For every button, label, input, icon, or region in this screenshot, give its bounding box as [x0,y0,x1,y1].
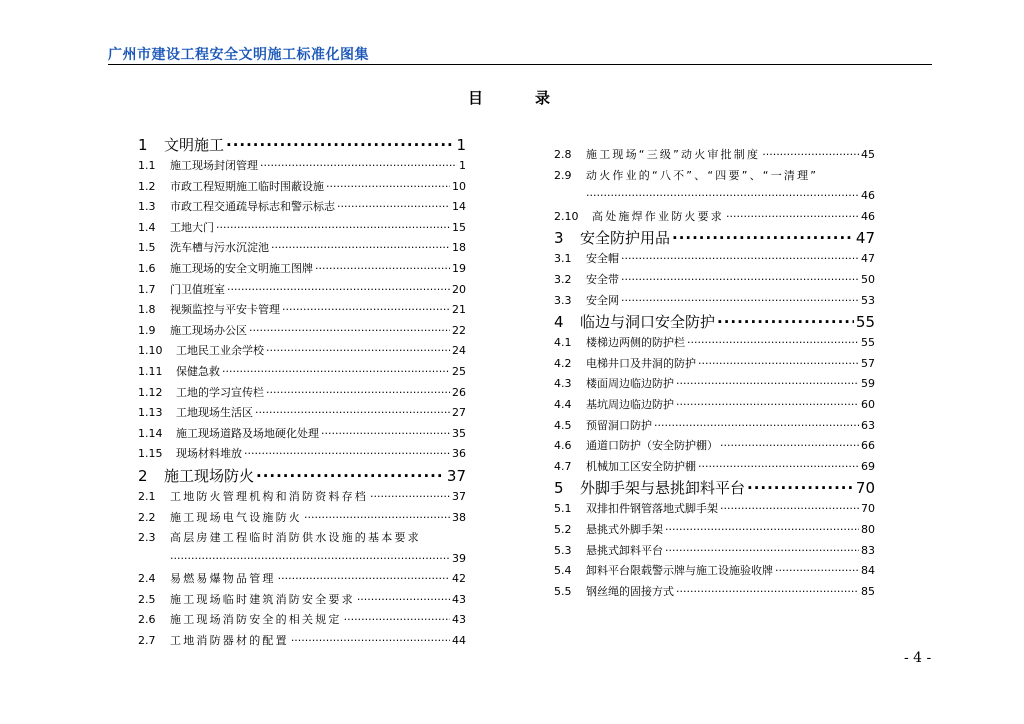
toc-entry-number: 2.10 [554,209,579,223]
toc-entry-page: 22 [452,323,466,337]
toc-entry-number: 1.15 [138,447,163,461]
toc-entry-number: 3.1 [554,252,572,266]
toc-entry-page: 50 [861,272,875,286]
toc-leader-dots [304,508,450,529]
toc-chapter-entry[interactable] [554,227,875,249]
toc-entry-number: 3.3 [554,293,572,307]
toc-entry-label: 基坑周边临边防护 [586,397,674,411]
toc-leader-dots [586,186,859,207]
toc-section-entry[interactable] [554,395,875,416]
toc-entry-label: 钢丝绳的固接方式 [586,584,674,598]
toc-entry-label: 机械加工区安全防护棚 [586,459,696,473]
toc-entry-number: 4.6 [554,439,572,453]
toc-entry-page: 35 [452,426,466,440]
toc-leader-dots [720,499,859,520]
toc-entry-label: 施工现场的安全文明施工图牌 [170,261,313,275]
toc-leader-dots [687,333,859,354]
toc-entry-number: 4 [554,313,564,332]
toc-entry-label: 施工现场办公区 [170,323,247,337]
toc-entry-label: 施工现场临时建筑消防安全要求 [170,592,355,606]
toc-entry-label: 市政工程交通疏导标志和警示标志 [170,200,335,214]
toc-entry-label: 门卫值班室 [170,282,225,296]
toc-section-entry[interactable] [554,207,875,228]
toc-leader-dots [676,582,859,603]
toc-section-entry[interactable] [138,362,466,383]
toc-section-entry[interactable] [138,341,466,362]
toc-entry-number: 1 [138,136,148,154]
toc-leader-dots [266,383,450,404]
toc-leader-dots [170,549,450,570]
toc-entry-label: 工地的学习宣传栏 [176,385,264,399]
toc-entry-number: 5.2 [554,522,572,536]
toc-entry-label: 施工现场封闭管理 [170,159,258,172]
toc-entry-number: 5.3 [554,543,572,557]
toc-entry-page: 39 [452,551,466,565]
toc-chapter-entry[interactable] [138,134,466,156]
toc-leader-dots [321,424,450,445]
toc-leader-dots [621,291,859,312]
toc-leader-dots [291,631,450,652]
toc-entry-label: 施工现场“三级”动火审批制度 [586,148,761,161]
toc-section-entry[interactable] [138,569,466,590]
toc-leader-dots [357,590,450,611]
toc-leader-dots [255,403,450,424]
toc-leader-dots [775,561,859,582]
toc-section-entry[interactable] [138,487,466,508]
toc-entry-label: 预留洞口防护 [586,418,652,432]
toc-leader-dots [676,395,859,416]
toc-entry-label: 安全网 [586,293,619,307]
toc-entry-label: 安全带 [586,272,619,286]
toc-entry-page: 14 [452,200,466,214]
toc-section-entry[interactable] [554,374,875,395]
toc-entry-label: 卸料平台限载警示牌与施工设施验收牌 [586,564,773,578]
toc-entry-number: 3.2 [554,272,572,286]
toc-entry-label: 安全防护用品 [580,229,671,248]
toc-section-entry[interactable] [554,166,875,187]
toc-chapter-entry[interactable] [554,477,875,499]
toc-entry-page: 70 [861,502,875,516]
toc-entry-label: 洗车槽与污水沉淀池 [170,241,269,255]
toc-entry-label: 工地民工业余学校 [176,344,264,358]
toc-entry-page: 53 [861,293,875,307]
toc-entry-number: 2.5 [138,592,156,606]
toc-leader-dots [698,354,859,375]
toc-entry-number: 4.7 [554,459,572,473]
toc-section-entry[interactable] [554,457,875,478]
toc-entry-number: 1.7 [138,282,156,296]
toc-entry-page: 47 [855,229,875,248]
toc-section-entry[interactable] [138,197,466,218]
toc-entry-number: 1.2 [138,179,156,193]
toc-section-entry[interactable] [554,561,875,582]
toc-entry-page: 43 [452,592,466,606]
toc-entry-label: 动火作业的“八不”、“四要”、“一清理” [586,168,819,182]
toc-entry-page: 38 [452,510,466,524]
toc-title: 目录 [468,89,603,107]
toc-entry-number: 1.3 [138,200,156,214]
toc-entry-number: 5.5 [554,584,572,598]
toc-leader-dots [222,362,450,383]
toc-entry-number: 2.7 [138,634,156,648]
toc-entry-page: 36 [452,447,466,461]
toc-section-entry[interactable] [138,528,466,549]
toc-section-entry[interactable] [138,631,466,652]
toc-section-entry[interactable] [138,156,466,177]
toc-entry-label: 楼梯边两侧的防护栏 [586,336,685,350]
toc-section-entry[interactable] [138,177,466,198]
toc-leader-dots [676,374,859,395]
toc-leader-dots [717,311,854,333]
toc-chapter-entry[interactable] [554,311,875,333]
toc-entry-page: 59 [861,377,875,391]
toc-entry-number: 2.6 [138,613,156,627]
toc-entry-number: 5.1 [554,502,572,516]
toc-entry-label: 现场材料堆放 [176,447,242,461]
toc-leader-dots [747,477,854,499]
toc-section-entry[interactable] [554,582,875,603]
toc-entry-page: 55 [855,313,875,332]
toc-entry-label: 工地防火管理机构和消防资料存档 [170,489,368,503]
toc-entry-page: 1 [456,136,466,154]
toc-entry-page: 85 [861,584,875,598]
toc-section-entry[interactable] [554,333,875,354]
toc-section-entry[interactable] [554,436,875,457]
toc-section-entry[interactable] [554,249,875,270]
toc-entry-label: 悬挑式卸料平台 [586,543,663,557]
toc-section-entry[interactable] [138,259,466,280]
toc-right-column [554,145,875,602]
toc-entry-page: 10 [452,179,466,193]
toc-entry-page: 63 [861,418,875,432]
toc-section-entry[interactable] [138,590,466,611]
toc-entry-number: 1.8 [138,303,156,317]
toc-entry-number: 1.5 [138,241,156,255]
toc-entry-label: 楼面周边临边防护 [586,377,674,391]
toc-leader-dots [665,520,859,541]
toc-section-entry[interactable] [138,280,466,301]
toc-entry-page: 37 [446,466,466,485]
toc-section-entry[interactable] [554,520,875,541]
toc-entry-number: 2.8 [554,148,572,161]
toc-entry-page: 37 [452,489,466,503]
toc-entry-label: 施工现场防火 [164,466,255,485]
toc-section-entry[interactable] [554,416,875,437]
toc-leader-dots [266,341,450,362]
toc-entry-label: 保健急救 [176,364,220,378]
toc-section-entry[interactable] [554,145,875,166]
toc-entry-label: 悬挑式外脚手架 [586,522,663,536]
toc-entry-page: 44 [452,634,466,648]
toc-leader-dots [282,300,450,321]
toc-entry-number: 1.1 [138,159,156,172]
toc-entry-number: 1.10 [138,344,163,358]
toc-entry-number: 4.1 [554,336,572,350]
toc-entry-label: 施工现场道路及场地硬化处理 [176,426,319,440]
toc-section-entry[interactable] [138,403,466,424]
toc-entry-number: 2.9 [554,168,572,182]
toc-entry-label: 视频监控与平安卡管理 [170,303,280,317]
toc-entry-page: 57 [861,356,875,370]
toc-entry-page: 46 [861,209,875,223]
toc-entry-page: 47 [861,252,875,266]
toc-entry-continuation[interactable] [138,549,466,570]
toc-leader-dots [726,207,859,228]
toc-entry-page: 24 [452,344,466,358]
toc-entry-number: 5.4 [554,564,572,578]
toc-entry-page: 1 [459,159,466,172]
toc-entry-number: 3 [554,229,564,248]
toc-entry-label: 易燃易爆物品管理 [170,572,276,586]
toc-entry-label: 双排扣件钢管落地式脚手架 [586,502,718,516]
toc-leader-dots [621,270,859,291]
toc-entry-page: 83 [861,543,875,557]
toc-entry-label: 安全帽 [586,252,619,266]
toc-leader-dots [672,227,854,249]
toc-entry-number: 1.12 [138,385,163,399]
toc-entry-page: 55 [861,336,875,350]
toc-section-entry[interactable] [138,508,466,529]
toc-entry-label: 外脚手架与悬挑卸料平台 [580,479,746,498]
toc-entry-label: 电梯井口及井洞的防护 [586,356,696,370]
toc-entry-page: 66 [861,439,875,453]
toc-entry-page: 46 [861,189,875,203]
toc-entry-page: 26 [452,385,466,399]
toc-leader-dots [315,259,450,280]
toc-chapter-entry[interactable] [138,465,466,487]
toc-entry-continuation[interactable] [554,186,875,207]
toc-leader-dots [665,541,859,562]
toc-section-entry[interactable] [138,218,466,239]
toc-section-entry[interactable] [138,321,466,342]
toc-entry-number: 1.11 [138,364,163,378]
toc-section-entry[interactable] [138,444,466,465]
toc-section-entry[interactable] [138,610,466,631]
toc-entry-number: 2.2 [138,510,156,524]
toc-entry-number: 4.2 [554,356,572,370]
toc-entry-number: 4.3 [554,377,572,391]
toc-section-entry[interactable] [138,424,466,445]
toc-entry-page: 21 [452,303,466,317]
header-divider [108,64,932,65]
toc-entry-label: 施工现场消防安全的相关规定 [170,613,342,627]
toc-leader-dots [698,457,859,478]
toc-entry-page: 25 [452,364,466,378]
toc-entry-page: 42 [452,572,466,586]
toc-entry-label: 高层房建工程临时消防供水设施的基本要求 [170,531,421,545]
toc-leader-dots [654,416,859,437]
toc-entry-number: 1.9 [138,323,156,337]
toc-entry-page: 43 [452,613,466,627]
toc-leader-dots [621,249,859,270]
toc-section-entry[interactable] [138,238,466,259]
toc-entry-number: 1.13 [138,406,163,420]
toc-entry-label: 通道口防护（安全防护棚） [586,439,718,453]
document-header-title: 广州市建设工程安全文明施工标准化图集 [108,47,369,63]
toc-left-column [138,134,466,652]
toc-entry-page: 80 [861,522,875,536]
toc-leader-dots [337,197,450,218]
toc-entry-number: 1.4 [138,220,156,234]
toc-leader-dots [260,156,457,177]
toc-section-entry[interactable] [554,291,875,312]
toc-entry-number: 5 [554,479,564,498]
toc-entry-number: 2.4 [138,572,156,586]
toc-entry-page: 60 [861,397,875,411]
toc-section-entry[interactable] [554,541,875,562]
toc-entry-number: 4.4 [554,397,572,411]
toc-leader-dots [271,238,450,259]
toc-entry-number: 1.14 [138,426,163,440]
toc-section-entry[interactable] [554,354,875,375]
toc-entry-label: 工地消防器材的配置 [170,634,289,648]
toc-leader-dots [370,487,450,508]
toc-entry-number: 2.3 [138,531,156,545]
toc-section-entry[interactable] [138,383,466,404]
toc-entry-page: 84 [861,564,875,578]
toc-entry-label: 工地大门 [170,220,214,234]
toc-leader-dots [226,134,454,156]
toc-leader-dots [762,145,859,166]
toc-leader-dots [256,465,445,487]
toc-entry-label: 市政工程短期施工临时围蔽设施 [170,179,324,193]
toc-leader-dots [227,280,450,301]
toc-entry-page: 27 [452,406,466,420]
toc-entry-number: 4.5 [554,418,572,432]
toc-leader-dots [278,569,450,590]
toc-entry-label: 高处施焊作业防火要求 [592,209,724,223]
toc-entry-page: 15 [452,220,466,234]
toc-entry-page: 20 [452,282,466,296]
page-number: - 4 - [904,650,932,666]
toc-entry-label: 临边与洞口安全防护 [580,313,716,332]
toc-entry-page: 45 [861,148,875,161]
toc-leader-dots [249,321,450,342]
toc-leader-dots [326,177,450,198]
toc-entry-page: 69 [861,459,875,473]
toc-entry-label: 施工现场电气设施防火 [170,510,302,524]
toc-leader-dots [720,436,859,457]
toc-entry-number: 2.1 [138,489,156,503]
toc-leader-dots [344,610,450,631]
toc-entry-label: 文明施工 [164,136,225,154]
toc-entry-page: 18 [452,241,466,255]
toc-leader-dots [216,218,450,239]
toc-entry-number: 1.6 [138,261,156,275]
toc-section-entry[interactable] [138,300,466,321]
toc-entry-page: 19 [452,261,466,275]
toc-section-entry[interactable] [554,499,875,520]
toc-entry-label: 工地现场生活区 [176,406,253,420]
toc-section-entry[interactable] [554,270,875,291]
toc-entry-number: 2 [138,466,148,485]
toc-entry-page: 70 [855,479,875,498]
toc-leader-dots [244,444,450,465]
